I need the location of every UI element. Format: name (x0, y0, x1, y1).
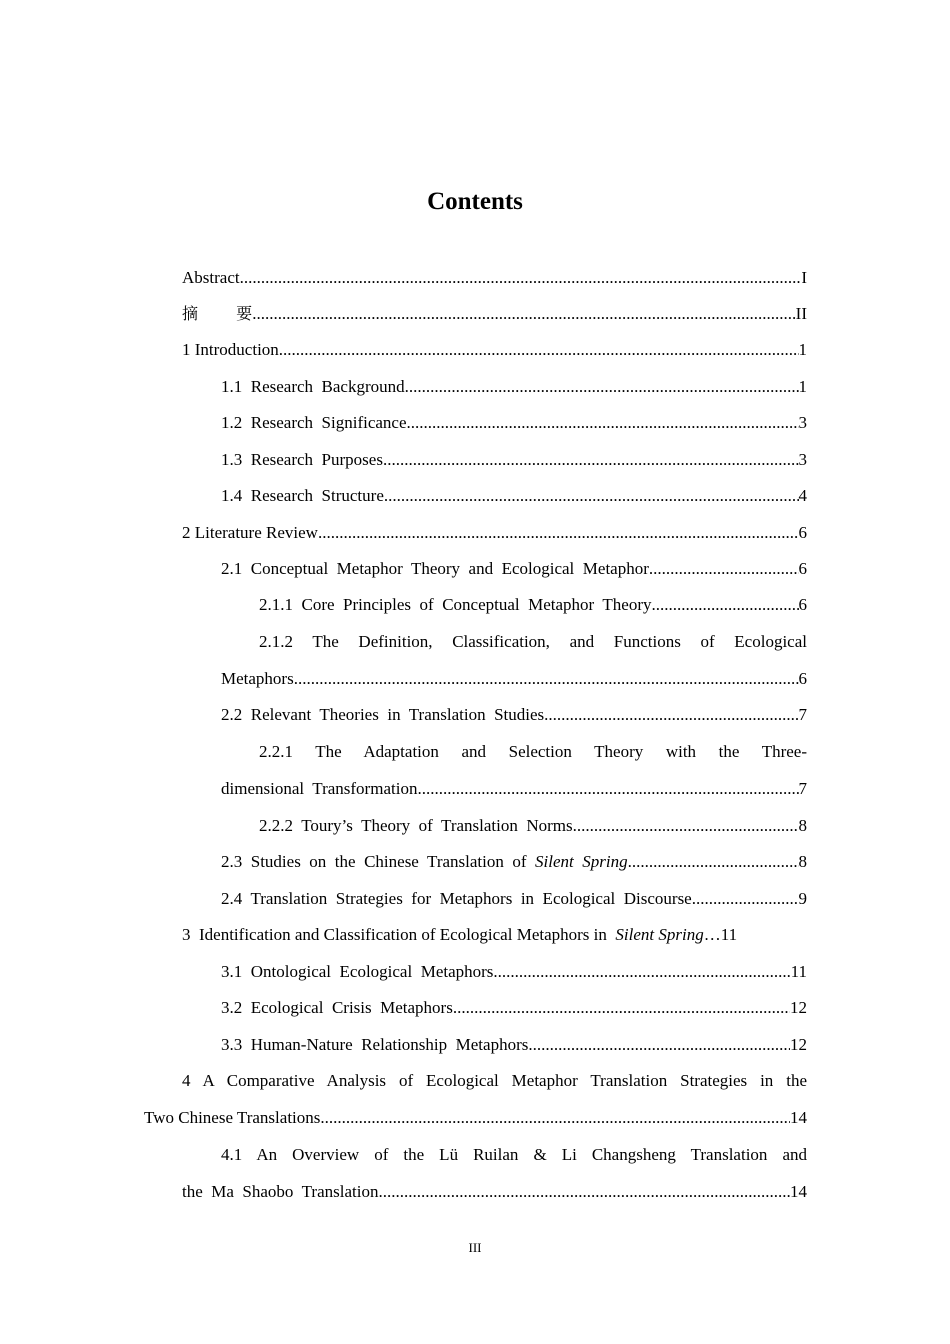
toc-entry-2-2-1[interactable] (221, 771, 807, 807)
ellipsis-leader: … (703, 925, 721, 944)
toc-entry-page: 8 (798, 852, 807, 871)
dot-leader (544, 697, 798, 733)
toc-entry-page: 7 (798, 779, 807, 798)
toc-entry-label: 2.2.2 Toury’s Theory of Translation Norms (259, 816, 573, 835)
toc-entry-label-italic: Silent Spring (535, 852, 628, 871)
toc-entry-ch1[interactable] (182, 332, 807, 368)
toc-entry-ch4-first-line[interactable]: 4 A Comparative Analysis of Ecological Metaphor Translation Strategies in the (182, 1071, 807, 1090)
toc-entry-page: 6 (798, 669, 807, 688)
toc-entry-2-2[interactable] (221, 697, 807, 733)
toc-entry-abstract[interactable] (182, 260, 807, 296)
toc-entry-label-italic: Silent Spring (615, 925, 704, 944)
dot-leader (384, 478, 799, 514)
toc-entry-2-1[interactable] (221, 551, 807, 587)
toc-entry-label: 2.2 Relevant Theories in Translation Studies (221, 705, 545, 724)
dot-leader (240, 260, 802, 296)
toc-entry-2-1-1[interactable] (259, 587, 807, 623)
toc-entry-label: dimensional Transformation (221, 779, 418, 798)
toc-entry-label: 1 Introduction (182, 340, 279, 359)
toc-entry-ch2[interactable] (182, 515, 807, 551)
toc-entry-page: 14 (790, 1182, 807, 1201)
toc-entry-1-2[interactable] (221, 405, 807, 441)
dot-leader (692, 881, 799, 917)
toc-entry-label: 1.3 Research Purposes (221, 450, 383, 469)
toc-entry-label: 3 Identification and Classification of Ecological Metaphors in (182, 925, 616, 944)
dot-leader (628, 844, 799, 880)
page-number: III (468, 1240, 482, 1255)
dot-leader (318, 515, 799, 551)
toc-entry-label: 2 Literature Review (182, 523, 318, 542)
toc-entry-2-4[interactable] (221, 881, 807, 917)
toc-entry-page: II (795, 304, 807, 323)
dot-leader (383, 442, 799, 478)
toc-entry-3-3[interactable] (221, 1027, 807, 1063)
toc-entry-4-1[interactable] (182, 1174, 807, 1210)
toc-entry-ch4[interactable] (144, 1100, 807, 1136)
toc-entry-page: 7 (798, 705, 807, 724)
toc-entry-page: 6 (798, 523, 807, 542)
toc-entry-page: 8 (798, 816, 807, 835)
toc-entry-label: 2.4 Translation Strategies for Metaphors in Ecological Discourse (221, 889, 692, 908)
toc-entry-label: 2.1 Conceptual Metaphor Theory and Ecological Metaphor (221, 559, 649, 578)
dot-leader (652, 587, 799, 623)
dot-leader (405, 369, 799, 405)
dot-leader (528, 1027, 790, 1063)
toc-entry-page: 6 (798, 595, 807, 614)
dot-leader (294, 661, 799, 697)
dot-leader (453, 990, 790, 1026)
toc-entry-3-2[interactable] (221, 990, 807, 1026)
toc-entry-2-3[interactable] (221, 844, 807, 880)
dot-leader (493, 954, 790, 990)
toc-entry-page: 12 (790, 998, 807, 1017)
toc-entry-page: 11 (790, 962, 807, 981)
toc-entry-3-1[interactable] (221, 954, 807, 990)
toc-entry-page: 4 (798, 486, 807, 505)
toc-entry-1-4[interactable] (221, 478, 807, 514)
toc-entry-page: 3 (798, 450, 807, 469)
toc-entry-page: 9 (798, 889, 807, 908)
toc-entry-2-1-2-first-line[interactable]: 2.1.2 The Definition, Classification, and Functions of Ecological (259, 632, 807, 651)
toc-entry-1-1[interactable] (221, 369, 807, 405)
toc-entry-label: 2.1.1 Core Principles of Conceptual Metaphor Theory (259, 595, 652, 614)
toc-entry-page: 3 (798, 413, 807, 432)
toc-entry-2-2-1-first-line[interactable]: 2.2.1 The Adaptation and Selection Theory with the Three- (259, 742, 807, 761)
dot-leader (407, 405, 799, 441)
dot-leader (378, 1174, 790, 1210)
toc-entry-label: 摘 要 (182, 304, 253, 323)
toc-entry-page: 1 (798, 377, 807, 396)
toc-entry-page: 1 (798, 340, 807, 359)
toc-entry-page: 14 (790, 1108, 807, 1127)
toc-entry-1-3[interactable] (221, 442, 807, 478)
toc-entry-label: Two Chinese Translations (144, 1108, 321, 1127)
toc-entry-page: 11 (720, 925, 738, 944)
page-title: Contents (427, 188, 523, 215)
toc-entry-2-2-2[interactable] (259, 808, 807, 844)
toc-entry-2-1-2[interactable] (221, 661, 807, 697)
toc-entry-label: 1.2 Research Significance (221, 413, 407, 432)
dot-leader (252, 296, 795, 332)
dot-leader (649, 551, 799, 587)
toc-entry-label: Abstract (182, 268, 240, 287)
toc-entry-page: I (801, 268, 807, 287)
toc-entry-label: 3.3 Human-Nature Relationship Metaphors (221, 1035, 529, 1054)
dot-leader (320, 1100, 790, 1136)
toc-entry-label: the Ma Shaobo Translation (182, 1182, 379, 1201)
dot-leader (573, 808, 799, 844)
toc-entry-label: 1.4 Research Structure (221, 486, 384, 505)
toc-entry-label: Metaphors (221, 669, 294, 688)
toc-entry-label: 1.1 Research Background (221, 377, 405, 396)
toc-entry-page: 12 (790, 1035, 807, 1054)
toc-entry-chinese-abstract[interactable] (182, 296, 807, 332)
toc-entry-label: 2.3 Studies on the Chinese Translation of (221, 852, 536, 871)
dot-leader (279, 332, 799, 368)
toc-entry-4-1-first-line[interactable]: 4.1 An Overview of the Lü Ruilan & Li Changsheng Translation and (221, 1145, 807, 1164)
dot-leader (417, 771, 798, 807)
toc-entry-page: 6 (798, 559, 807, 578)
toc-entry-label: 3.2 Ecological Crisis Metaphors (221, 998, 453, 1017)
toc-entry-label: 3.1 Ontological Ecological Metaphors (221, 962, 494, 981)
toc-entry-ch3[interactable] (182, 917, 807, 953)
